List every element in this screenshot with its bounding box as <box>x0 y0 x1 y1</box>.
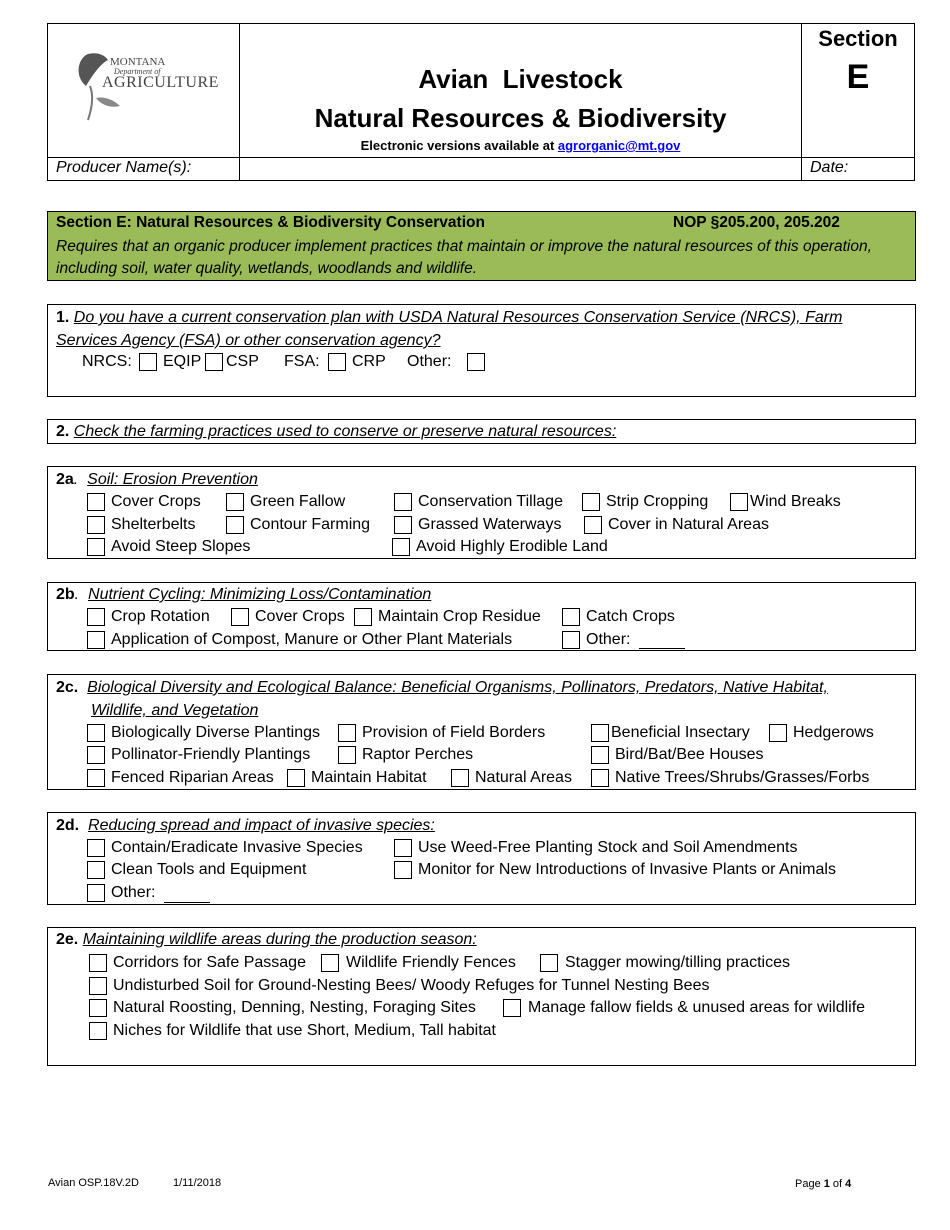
question-2e-number: 2e. <box>56 931 79 948</box>
question-2e-heading <box>56 928 477 951</box>
nutrient-cover-crops-checkbox[interactable] <box>231 608 249 626</box>
grassed-waterways-checkbox[interactable] <box>394 516 412 534</box>
banner-nop: NOP §205.200, 205.202 <box>673 214 840 231</box>
contain-invasive-label: Contain/Eradicate Invasive Species <box>111 839 363 856</box>
eqip-checkbox[interactable] <box>139 353 157 371</box>
question-2a-heading: 2a. Soil: Erosion Prevention <box>56 471 258 488</box>
page-total: 4 <box>845 1178 852 1190</box>
diverse-plantings-checkbox[interactable] <box>87 724 105 742</box>
other-conservation-label: Other: <box>407 353 452 370</box>
date-cell[interactable] <box>801 157 915 181</box>
nutrient-cover-crops-label: Cover Crops <box>255 608 345 625</box>
avoid-steep-slopes-checkbox[interactable] <box>87 538 105 556</box>
wildlife-fences-label: Wildlife Friendly Fences <box>346 954 516 971</box>
bird-bat-bee-houses-label: Bird/Bat/Bee Houses <box>615 746 764 763</box>
electronic-versions-note <box>240 138 801 153</box>
date-label: Date: <box>810 159 849 176</box>
corridors-checkbox[interactable] <box>89 954 107 972</box>
csp-label: CSP <box>226 353 259 370</box>
pollinator-plantings-checkbox[interactable] <box>87 746 105 764</box>
avoid-steep-slopes-label: Avoid Steep Slopes <box>111 538 251 555</box>
beneficial-insectary-label: Beneficial Insectary <box>611 724 750 741</box>
compost-manure-checkbox[interactable] <box>87 631 105 649</box>
nutrient-other-checkbox[interactable] <box>562 631 580 649</box>
question-2a-number: 2a <box>56 471 74 488</box>
compost-manure-label: Application of Compost, Manure or Other Plant Materials <box>111 631 513 648</box>
banner-description: Requires that an organic producer implement practices that maintain or improve the natural resources of this operation, including soil, water quality, wetlands, woodlands and wildlife. <box>56 238 872 277</box>
banner-title: Section E: Natural Resources & Biodiversity Conservation <box>56 214 485 231</box>
section-letter: E <box>846 58 870 96</box>
question-2e-title: Maintaining wildlife areas during the production season: <box>82 931 477 948</box>
question-2a-title: Soil: Erosion Prevention <box>87 471 258 488</box>
question-2-text <box>56 420 616 443</box>
question-2b-title: Nutrient Cycling: Minimizing Loss/Contamination <box>88 586 432 603</box>
question-2a-box <box>47 466 916 559</box>
cover-natural-areas-label: Cover in Natural Areas <box>608 516 769 533</box>
fsa-label: FSA: <box>284 353 320 370</box>
native-trees-checkbox[interactable] <box>591 769 609 787</box>
nutrient-other-field[interactable] <box>639 647 685 649</box>
avoid-erodible-land-label: Avoid Highly Erodible Land <box>416 538 608 555</box>
cover-crops-checkbox[interactable] <box>87 493 105 511</box>
producer-label-cell <box>47 157 240 181</box>
maintain-crop-residue-checkbox[interactable] <box>354 608 372 626</box>
beneficial-insectary-checkbox[interactable] <box>591 724 609 742</box>
page-prefix: Page <box>795 1178 824 1190</box>
question-2d-number: 2d. <box>56 817 80 834</box>
question-2c-box <box>47 674 916 790</box>
maintain-crop-residue-label: Maintain Crop Residue <box>378 608 541 625</box>
question-2c-title-line1: Biological Diversity and Ecological Balance: Beneficial Organisms, Pollinators, Predators, Native Habitat, <box>87 679 828 696</box>
wildlife-niches-checkbox[interactable] <box>89 1022 107 1040</box>
wind-breaks-label: Wind Breaks <box>750 493 841 510</box>
crp-checkbox[interactable] <box>328 353 346 371</box>
question-2d-box <box>47 812 916 905</box>
question-2b-heading: 2b. Nutrient Cycling: Minimizing Loss/Contamination <box>56 586 432 603</box>
strip-cropping-checkbox[interactable] <box>582 493 600 511</box>
nutrient-other-label: Other: <box>586 631 631 648</box>
crop-rotation-checkbox[interactable] <box>87 608 105 626</box>
native-trees-label: Native Trees/Shrubs/Grasses/Forbs <box>615 769 870 786</box>
grassed-waterways-label: Grassed Waterways <box>418 516 562 533</box>
question-2-box <box>47 419 916 444</box>
maintain-habitat-label: Maintain Habitat <box>311 769 427 786</box>
contain-invasive-checkbox[interactable] <box>87 839 105 857</box>
title-cell <box>239 23 802 158</box>
question-2-number: 2. <box>56 423 70 440</box>
monitor-invasive-label: Monitor for New Introductions of Invasive Plants or Animals <box>418 861 836 878</box>
question-2c-title-line2: Wildlife, and Vegetation <box>91 702 259 719</box>
title-line2: Natural Resources & Biodiversity <box>314 103 727 133</box>
question-2d-heading <box>56 814 435 837</box>
catch-crops-checkbox[interactable] <box>562 608 580 626</box>
stagger-mowing-label: Stagger mowing/tilling practices <box>565 954 790 971</box>
logo-text-montana: MONTANA <box>110 56 166 68</box>
undisturbed-soil-checkbox[interactable] <box>89 977 107 995</box>
invasive-other-field[interactable] <box>164 901 210 903</box>
natural-areas-checkbox[interactable] <box>451 769 469 787</box>
question-1-box <box>47 304 916 397</box>
question-1-prompt: Do you have a current conservation plan with USDA Natural Resources Conservation Service (NRCS), Farm Services Agency (FSA) or other conservation agency? <box>56 309 843 349</box>
clean-tools-checkbox[interactable] <box>87 861 105 879</box>
weed-free-stock-label: Use Weed-Free Planting Stock and Soil Amendments <box>418 839 798 856</box>
producer-name-field[interactable] <box>239 157 802 181</box>
eqip-label: EQIP <box>163 353 202 370</box>
crop-rotation-label: Crop Rotation <box>111 608 210 625</box>
hedgerows-checkbox[interactable] <box>769 724 787 742</box>
corridors-label: Corridors for Safe Passage <box>113 954 306 971</box>
logo-text-agriculture: AGRICULTURE <box>102 74 219 91</box>
field-borders-label: Provision of Field Borders <box>362 724 546 741</box>
cover-natural-areas-checkbox[interactable] <box>584 516 602 534</box>
page-number: 1 <box>823 1178 830 1190</box>
field-borders-checkbox[interactable] <box>338 724 356 742</box>
title-line1: Avian Livestock <box>418 64 623 94</box>
electronic-prefix: Electronic versions available at <box>360 138 558 153</box>
clean-tools-label: Clean Tools and Equipment <box>111 861 307 878</box>
invasive-other-checkbox[interactable] <box>87 884 105 902</box>
fallow-fields-label: Manage fallow fields & unused areas for wildlife <box>528 999 866 1016</box>
bird-bat-bee-houses-checkbox[interactable] <box>591 746 609 764</box>
conservation-tillage-checkbox[interactable] <box>394 493 412 511</box>
crp-label: CRP <box>352 353 386 370</box>
section-cell <box>801 23 915 158</box>
section-label: Section <box>818 26 898 51</box>
contour-farming-label: Contour Farming <box>250 516 371 533</box>
natural-roosting-label: Natural Roosting, Denning, Nesting, Foraging Sites <box>113 999 476 1016</box>
maintain-habitat-checkbox[interactable] <box>287 769 305 787</box>
fallow-fields-checkbox[interactable] <box>503 999 521 1017</box>
email-link[interactable]: agrorganic@mt.gov <box>557 138 681 153</box>
stagger-mowing-checkbox[interactable] <box>540 954 558 972</box>
weed-free-stock-checkbox[interactable] <box>394 839 412 857</box>
logo-cell <box>47 23 240 158</box>
nrcs-label: NRCS: <box>82 353 132 370</box>
logo-text-department: Department of <box>114 67 161 76</box>
question-1-text <box>56 306 886 352</box>
undisturbed-soil-label: Undisturbed Soil for Ground-Nesting Bees/ Woody Refuges for Tunnel Nesting Bees <box>113 977 710 994</box>
page-of: of <box>829 1178 846 1190</box>
green-fallow-label: Green Fallow <box>250 493 346 510</box>
section-banner <box>47 211 916 281</box>
natural-areas-label: Natural Areas <box>475 769 572 786</box>
cover-crops-label: Cover Crops <box>111 493 201 510</box>
question-2d-title: Reducing spread and impact of invasive species: <box>88 817 435 834</box>
question-2c-number: 2c. <box>56 679 79 696</box>
strip-cropping-label: Strip Cropping <box>606 493 709 510</box>
fenced-riparian-checkbox[interactable] <box>87 769 105 787</box>
wildlife-niches-label: Niches for Wildlife that use Short, Medium, Tall habitat <box>113 1022 496 1039</box>
hedgerows-label: Hedgerows <box>793 724 874 741</box>
footer-date: 1/11/2018 <box>173 1177 222 1189</box>
conservation-tillage-label: Conservation Tillage <box>418 493 563 510</box>
question-2b-box <box>47 582 916 651</box>
diverse-plantings-label: Biologically Diverse Plantings <box>111 724 320 741</box>
other-conservation-checkbox[interactable] <box>467 353 485 371</box>
green-fallow-checkbox[interactable] <box>226 493 244 511</box>
question-2c-heading <box>56 676 906 699</box>
avoid-erodible-land-checkbox[interactable] <box>392 538 410 556</box>
pollinator-plantings-label: Pollinator-Friendly Plantings <box>111 746 311 763</box>
contour-farming-checkbox[interactable] <box>226 516 244 534</box>
csp-checkbox[interactable] <box>205 353 223 371</box>
question-2b-number: 2b <box>56 586 75 603</box>
question-2e-box <box>47 927 916 1066</box>
natural-roosting-checkbox[interactable] <box>89 999 107 1017</box>
question-2-prompt: Check the farming practices used to conserve or preserve natural resources: <box>73 423 617 440</box>
question-1-number: 1. <box>56 309 70 326</box>
catch-crops-label: Catch Crops <box>586 608 675 625</box>
invasive-other-label: Other: <box>111 884 156 901</box>
footer-page <box>795 1178 851 1190</box>
raptor-perches-label: Raptor Perches <box>362 746 474 763</box>
shelterbelts-label: Shelterbelts <box>111 516 196 533</box>
footer-doc-id: Avian OSP.18V.2D <box>48 1177 139 1189</box>
raptor-perches-checkbox[interactable] <box>338 746 356 764</box>
fenced-riparian-label: Fenced Riparian Areas <box>111 769 274 786</box>
shelterbelts-checkbox[interactable] <box>87 516 105 534</box>
producer-name-label: Producer Name(s): <box>56 159 192 176</box>
monitor-invasive-checkbox[interactable] <box>394 861 412 879</box>
wildlife-fences-checkbox[interactable] <box>321 954 339 972</box>
wind-breaks-checkbox[interactable] <box>730 493 748 511</box>
